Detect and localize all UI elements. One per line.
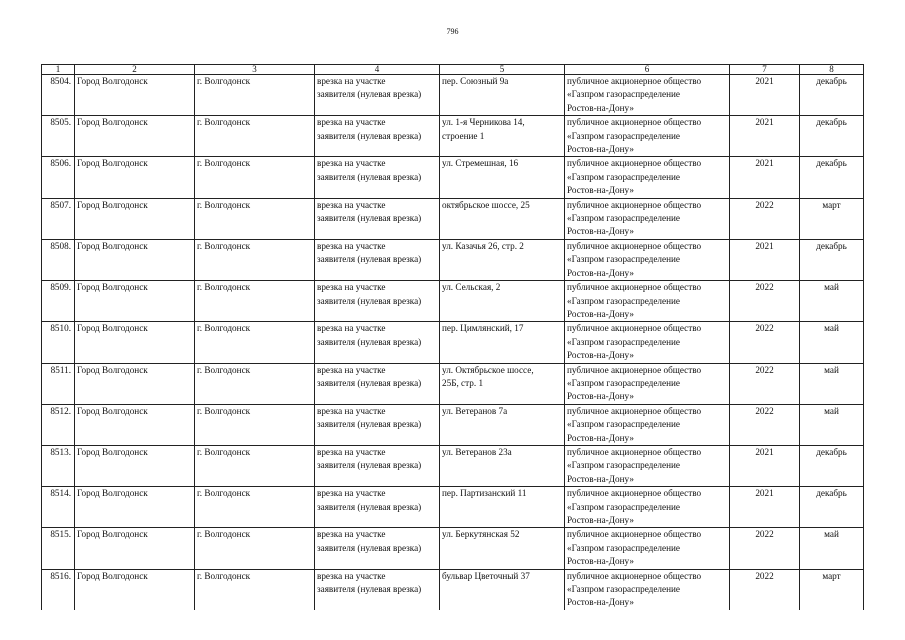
organization-cell-line: Ростов-на-Дону»	[567, 597, 634, 608]
organization-cell	[565, 239, 730, 280]
organization-cell	[565, 569, 730, 610]
month-cell: декабрь	[800, 445, 864, 486]
year-cell: 2021	[730, 239, 800, 280]
connection-type-cell	[315, 116, 440, 157]
organization-cell-line: «Газпром газораспределение	[567, 377, 680, 388]
address-cell-line: ул. 1-я Черникова 14,	[442, 117, 525, 128]
organization-cell-line: публичное акционерное общество	[567, 488, 702, 499]
locality-cell: г. Волгодонск	[195, 198, 315, 239]
address-cell-line: октябрьское шоссе, 25	[442, 199, 530, 210]
connection-type-cell-line: врезка на участке	[317, 282, 386, 293]
table-row	[42, 487, 864, 528]
column-number-row	[42, 65, 864, 75]
locality-cell: г. Волгодонск	[195, 116, 315, 157]
address-cell-line: строение 1	[442, 130, 485, 141]
table-row	[42, 445, 864, 486]
row-number-cell: 8507.	[42, 198, 75, 239]
address-cell-line: ул. Ветеранов 23а	[442, 446, 512, 457]
address-cell-line: ул. Казачья 26, стр. 2	[442, 240, 524, 251]
month-cell: май	[800, 322, 864, 363]
address-cell-line: ул. Сельская, 2	[442, 282, 501, 293]
organization-cell-line: публичное акционерное общество	[567, 529, 702, 540]
address-cell	[440, 281, 565, 322]
connection-type-cell-line: врезка на участке	[317, 117, 386, 128]
connection-type-cell-line: заявителя (нулевая врезка)	[317, 501, 422, 512]
municipality-cell: Город Волгодонск	[75, 116, 195, 157]
connection-type-cell-line: врезка на участке	[317, 199, 386, 210]
locality-cell: г. Волгодонск	[195, 528, 315, 569]
year-cell: 2021	[730, 157, 800, 198]
organization-cell-line: публичное акционерное общество	[567, 364, 702, 375]
address-cell	[440, 322, 565, 363]
address-cell	[440, 569, 565, 610]
organization-cell-line: Ростов-на-Дону»	[567, 185, 634, 196]
connection-type-cell-line: врезка на участке	[317, 364, 386, 375]
organization-cell-line: «Газпром газораспределение	[567, 460, 680, 471]
municipality-cell: Город Волгодонск	[75, 528, 195, 569]
table-row	[42, 75, 864, 116]
column-number: 6	[565, 65, 730, 75]
column-number: 8	[800, 65, 864, 75]
connection-type-cell	[315, 487, 440, 528]
municipality-cell: Город Волгодонск	[75, 75, 195, 116]
organization-cell-line: «Газпром газораспределение	[567, 213, 680, 224]
year-cell: 2021	[730, 116, 800, 157]
locality-cell: г. Волгодонск	[195, 569, 315, 610]
month-cell: май	[800, 281, 864, 322]
address-cell-line: 25Б, стр. 1	[442, 377, 484, 388]
connection-type-cell	[315, 445, 440, 486]
organization-cell-line: Ростов-на-Дону»	[567, 144, 634, 155]
month-cell: декабрь	[800, 487, 864, 528]
organization-cell-line: «Газпром газораспределение	[567, 130, 680, 141]
table-row	[42, 281, 864, 322]
locality-cell: г. Волгодонск	[195, 404, 315, 445]
month-cell: март	[800, 569, 864, 610]
column-number: 3	[195, 65, 315, 75]
row-number-cell: 8509.	[42, 281, 75, 322]
connection-type-cell	[315, 281, 440, 322]
row-number-cell: 8504.	[42, 75, 75, 116]
month-cell: май	[800, 528, 864, 569]
organization-cell-line: «Газпром газораспределение	[567, 295, 680, 306]
connection-type-cell-line: врезка на участке	[317, 529, 386, 540]
row-number-cell: 8513.	[42, 445, 75, 486]
municipality-cell: Город Волгодонск	[75, 487, 195, 528]
address-cell	[440, 487, 565, 528]
organization-cell-line: Ростов-на-Дону»	[567, 267, 634, 278]
row-number-cell: 8505.	[42, 116, 75, 157]
connection-type-cell-line: врезка на участке	[317, 570, 386, 581]
locality-cell: г. Волгодонск	[195, 281, 315, 322]
organization-cell-line: «Газпром газораспределение	[567, 419, 680, 430]
column-number: 7	[730, 65, 800, 75]
connection-type-cell-line: заявителя (нулевая врезка)	[317, 130, 422, 141]
address-cell-line: ул. Ветеранов 7а	[442, 405, 508, 416]
address-cell	[440, 404, 565, 445]
organization-cell-line: «Газпром газораспределение	[567, 171, 680, 182]
organization-cell-line: Ростов-на-Дону»	[567, 515, 634, 525]
year-cell: 2022	[730, 528, 800, 569]
organization-cell	[565, 404, 730, 445]
row-number-cell: 8510.	[42, 322, 75, 363]
organization-cell	[565, 363, 730, 404]
month-cell: декабрь	[800, 239, 864, 280]
address-cell-line: ул. Беркутянская 52	[442, 529, 520, 540]
address-cell-line: пер. Партизанский 11	[442, 488, 527, 499]
connection-type-cell-line: врезка на участке	[317, 158, 386, 169]
year-cell: 2022	[730, 322, 800, 363]
organization-cell-line: «Газпром газораспределение	[567, 584, 680, 595]
address-cell-line: пер. Цимлянский, 17	[442, 323, 524, 334]
locality-cell: г. Волгодонск	[195, 363, 315, 404]
connection-type-cell-line: заявителя (нулевая врезка)	[317, 377, 422, 388]
address-cell	[440, 363, 565, 404]
locality-cell: г. Волгодонск	[195, 322, 315, 363]
year-cell: 2022	[730, 198, 800, 239]
municipality-cell: Город Волгодонск	[75, 404, 195, 445]
month-cell: май	[800, 363, 864, 404]
address-cell-line: пер. Союзный 9а	[442, 76, 509, 86]
address-cell	[440, 239, 565, 280]
address-cell	[440, 157, 565, 198]
locality-cell: г. Волгодонск	[195, 157, 315, 198]
connection-type-cell-line: заявителя (нулевая врезка)	[317, 171, 422, 182]
table-row	[42, 363, 864, 404]
address-cell	[440, 198, 565, 239]
locality-cell: г. Волгодонск	[195, 75, 315, 116]
organization-cell-line: Ростов-на-Дону»	[567, 391, 634, 402]
organization-cell-line: публичное акционерное общество	[567, 446, 702, 457]
connection-type-cell	[315, 322, 440, 363]
organization-cell-line: Ростов-на-Дону»	[567, 226, 634, 237]
organization-cell-line: публичное акционерное общество	[567, 323, 702, 334]
connection-type-cell-line: заявителя (нулевая врезка)	[317, 213, 422, 224]
municipality-cell: Город Волгодонск	[75, 157, 195, 198]
column-number: 2	[75, 65, 195, 75]
organization-cell-line: публичное акционерное общество	[567, 76, 702, 86]
organization-cell-line: «Газпром газораспределение	[567, 89, 680, 100]
connection-type-cell-line: заявителя (нулевая врезка)	[317, 295, 422, 306]
organization-cell-line: Ростов-на-Дону»	[567, 350, 634, 361]
table-row	[42, 569, 864, 610]
row-number-cell: 8511.	[42, 363, 75, 404]
connection-type-cell-line: заявителя (нулевая врезка)	[317, 460, 422, 471]
municipality-cell: Город Волгодонск	[75, 569, 195, 610]
table-row	[42, 239, 864, 280]
connection-type-cell-line: заявителя (нулевая врезка)	[317, 419, 422, 430]
year-cell: 2021	[730, 487, 800, 528]
year-cell: 2022	[730, 281, 800, 322]
connection-type-cell-line: врезка на участке	[317, 323, 386, 334]
table-row	[42, 116, 864, 157]
address-cell	[440, 116, 565, 157]
organization-cell-line: публичное акционерное общество	[567, 405, 702, 416]
organization-cell-line: публичное акционерное общество	[567, 282, 702, 293]
organization-cell-line: Ростов-на-Дону»	[567, 473, 634, 484]
month-cell: декабрь	[800, 157, 864, 198]
column-number: 1	[42, 65, 75, 75]
connection-type-cell-line: заявителя (нулевая врезка)	[317, 254, 422, 265]
connection-type-cell	[315, 528, 440, 569]
connection-type-cell-line: заявителя (нулевая врезка)	[317, 542, 422, 553]
column-number: 5	[440, 65, 565, 75]
organization-cell	[565, 445, 730, 486]
table-row	[42, 198, 864, 239]
address-cell-line: ул. Октябрьское шоссе,	[442, 364, 534, 375]
municipality-cell: Город Волгодонск	[75, 445, 195, 486]
row-number-cell: 8516.	[42, 569, 75, 610]
address-cell-line: бульвар Цветочный 37	[442, 570, 530, 581]
connection-type-cell	[315, 157, 440, 198]
address-cell	[440, 75, 565, 116]
organization-cell-line: публичное акционерное общество	[567, 199, 702, 210]
month-cell: май	[800, 404, 864, 445]
organization-cell	[565, 75, 730, 116]
organization-cell-line: «Газпром газораспределение	[567, 542, 680, 553]
locality-cell: г. Волгодонск	[195, 239, 315, 280]
connection-type-cell-line: врезка на участке	[317, 488, 386, 499]
connection-type-cell-line: врезка на участке	[317, 446, 386, 457]
organization-cell-line: Ростов-на-Дону»	[567, 432, 634, 443]
municipality-cell: Город Волгодонск	[75, 363, 195, 404]
organization-cell-line: публичное акционерное общество	[567, 117, 702, 128]
row-number-cell: 8508.	[42, 239, 75, 280]
organization-cell-line: Ростов-на-Дону»	[567, 308, 634, 319]
connection-type-cell-line: заявителя (нулевая врезка)	[317, 336, 422, 347]
row-number-cell: 8514.	[42, 487, 75, 528]
month-cell: март	[800, 198, 864, 239]
locality-cell: г. Волгодонск	[195, 445, 315, 486]
organization-cell-line: Ростов-на-Дону»	[567, 556, 634, 567]
connection-type-cell	[315, 239, 440, 280]
connection-type-cell	[315, 404, 440, 445]
organization-cell	[565, 528, 730, 569]
gasification-table	[41, 64, 864, 610]
table-row	[42, 157, 864, 198]
municipality-cell: Город Волгодонск	[75, 198, 195, 239]
connection-type-cell-line: заявителя (нулевая врезка)	[317, 89, 422, 100]
organization-cell	[565, 487, 730, 528]
organization-cell	[565, 198, 730, 239]
connection-type-cell	[315, 75, 440, 116]
municipality-cell: Город Волгодонск	[75, 239, 195, 280]
connection-type-cell-line: врезка на участке	[317, 240, 386, 251]
municipality-cell: Город Волгодонск	[75, 281, 195, 322]
page-number: 796	[446, 27, 459, 36]
connection-type-cell-line: врезка на участке	[317, 405, 386, 416]
month-cell: декабрь	[800, 75, 864, 116]
connection-type-cell	[315, 363, 440, 404]
address-cell-line: ул. Стремешная, 16	[442, 158, 519, 169]
connection-type-cell	[315, 569, 440, 610]
organization-cell-line: публичное акционерное общество	[567, 570, 702, 581]
organization-cell-line: публичное акционерное общество	[567, 240, 702, 251]
connection-type-cell-line: врезка на участке	[317, 76, 386, 86]
municipality-cell: Город Волгодонск	[75, 322, 195, 363]
table-row	[42, 528, 864, 569]
locality-cell: г. Волгодонск	[195, 487, 315, 528]
table-row	[42, 322, 864, 363]
organization-cell	[565, 322, 730, 363]
column-number: 4	[315, 65, 440, 75]
organization-cell-line: «Газпром газораспределение	[567, 254, 680, 265]
year-cell: 2022	[730, 569, 800, 610]
table-row	[42, 404, 864, 445]
year-cell: 2021	[730, 445, 800, 486]
connection-type-cell	[315, 198, 440, 239]
connection-type-cell-line: заявителя (нулевая врезка)	[317, 584, 422, 595]
row-number-cell: 8506.	[42, 157, 75, 198]
organization-cell	[565, 281, 730, 322]
year-cell: 2022	[730, 404, 800, 445]
row-number-cell: 8515.	[42, 528, 75, 569]
year-cell: 2021	[730, 75, 800, 116]
organization-cell	[565, 116, 730, 157]
year-cell: 2022	[730, 363, 800, 404]
organization-cell-line: Ростов-на-Дону»	[567, 102, 634, 113]
month-cell: декабрь	[800, 116, 864, 157]
address-cell	[440, 445, 565, 486]
address-cell	[440, 528, 565, 569]
organization-cell-line: «Газпром газораспределение	[567, 501, 680, 512]
organization-cell	[565, 157, 730, 198]
organization-cell-line: публичное акционерное общество	[567, 158, 702, 169]
organization-cell-line: «Газпром газораспределение	[567, 336, 680, 347]
row-number-cell: 8512.	[42, 404, 75, 445]
